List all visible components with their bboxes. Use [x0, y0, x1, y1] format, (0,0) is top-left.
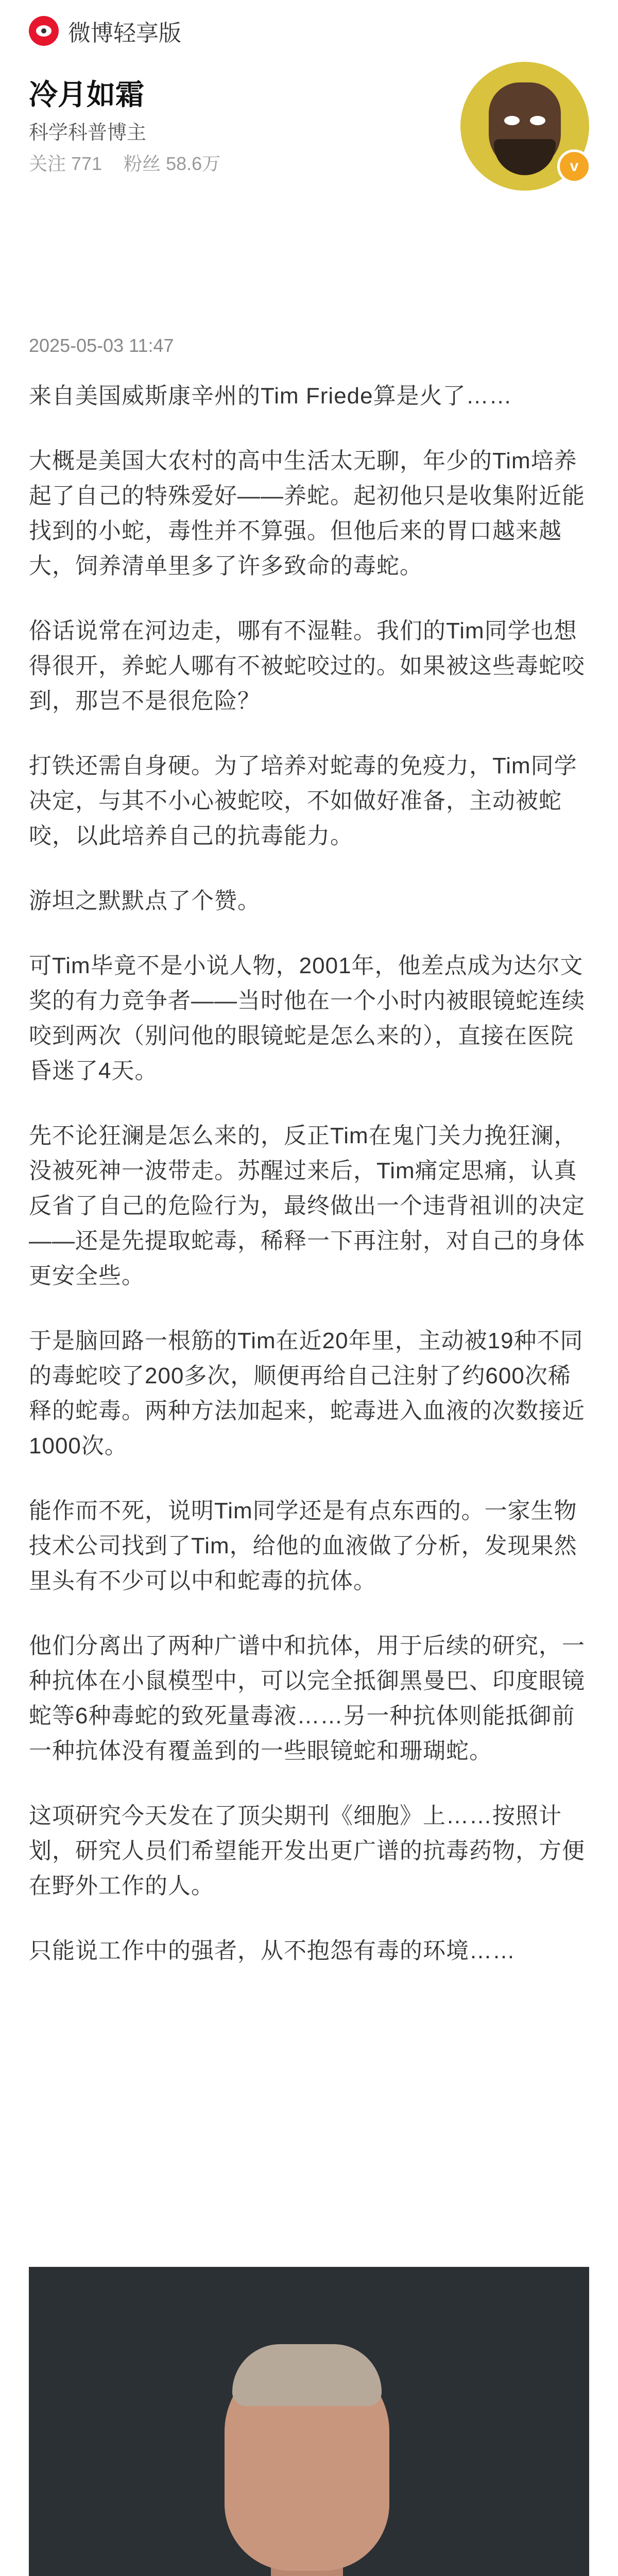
app-header	[0, 0, 618, 62]
post-paragraph: 这项研究今天发在了顶尖期刊《细胞》上……按照计划，研究人员们希望能开发出更广谱的抗毒药物，方便在野外工作的人。	[29, 1803, 585, 1899]
verified-badge-icon: v	[557, 149, 591, 183]
post-paragraph: 游坦之默默点了个赞。	[29, 888, 261, 913]
post-paragraph: 来自美国威斯康辛州的Tim Friede算是火了……	[29, 383, 512, 409]
avatar-eye	[530, 116, 545, 125]
follow-count[interactable]: 关注 771	[29, 153, 102, 174]
post-date: 2025-05-03 11:47	[29, 335, 174, 356]
post-paragraph: 于是脑回路一根筋的Tim在近20年里，主动被19种不同的毒蛇咬了200多次，顺便再给自己注射了约600次稀释的蛇毒。两种方法加起来，蛇毒进入血液的次数接近1000次。	[29, 1328, 585, 1459]
post-body	[29, 379, 589, 1998]
profile-card	[29, 72, 589, 196]
post-paragraph: 他们分离出了两种广谱中和抗体，用于后续的研究，一种抗体在小鼠模型中，可以完全抵御黑曼巴、印度眼镜蛇等6种毒蛇的致死量毒液……另一种抗体则能抵御前一种抗体没有覆盖到的一些眼镜蛇和珊瑚蛇。	[29, 1633, 585, 1764]
fans-count[interactable]: 粉丝 58.6万	[124, 153, 221, 174]
post-paragraph: 打铁还需自身硬。为了培养对蛇毒的免疫力，Tim同学决定，与其不小心被蛇咬，不如做好准备，主动被蛇咬，以此培养自己的抗毒能力。	[29, 753, 577, 849]
avatar-beard	[494, 139, 556, 175]
app-name: 微博轻享版	[68, 21, 181, 46]
post-image-portrait[interactable]	[29, 2267, 589, 2576]
user-name[interactable]: 冷月如霜	[29, 78, 144, 111]
post-paragraph: 能作而不死，说明Tim同学还是有点东西的。一家生物技术公司找到了Tim，给他的血液做了分析，发现果然里头有不少可以中和蛇毒的抗体。	[29, 1498, 577, 1594]
portrait-hair	[232, 2344, 382, 2406]
avatar-eye	[504, 116, 520, 125]
post-paragraph: 俗话说常在河边走，哪有不湿鞋。我们的Tim同学也想得很开，养蛇人哪有不被蛇咬过的。如果被这些毒蛇咬到，那岂不是很危险？	[29, 618, 585, 714]
user-title: 科学科普博主	[29, 122, 147, 144]
post-paragraph: 大概是美国大农村的高中生活太无聊，年少的Tim培养起了自己的特殊爱好——养蛇。起初他只是收集附近能找到的小蛇，毒性并不算强。但他后来的胃口越来越大，饲养清单里多了许多致命的毒蛇。	[29, 448, 585, 579]
post-paragraph: 可Tim毕竟不是小说人物，2001年，他差点成为达尔文奖的有力竞争者——当时他在一个小时内被眼镜蛇连续咬到两次（别问他的眼镜蛇是怎么来的），直接在医院昏迷了4天。	[29, 953, 585, 1083]
user-stats	[29, 149, 237, 176]
weibo-logo-icon	[29, 16, 59, 46]
post-paragraph: 先不论狂澜是怎么来的，反正Tim在鬼门关力挽狂澜，没被死神一波带走。苏醒过来后，Tim痛定思痛，认真反省了自己的危险行为，最终做出一个违背祖训的决定——还是先提取蛇毒，稀释一下再注射，对自己的身体更安全些。	[29, 1123, 585, 1289]
post-paragraph: 只能说工作中的强者，从不抱怨有毒的环境……	[29, 1938, 516, 1963]
